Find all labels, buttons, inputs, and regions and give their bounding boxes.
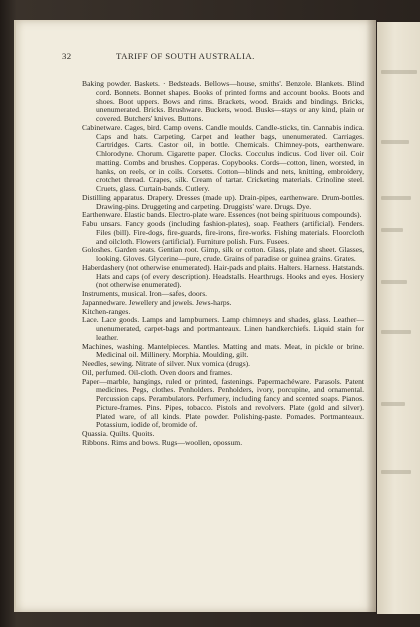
entry-e: Earthenware. Elastic bands. Electro-plate ware. Essences (not being spirituous compounds).	[82, 210, 362, 220]
entry-h: Haberdashery (not otherwise enumerated). Hair-pads and plaits. Halters. Harness. Hatstands. Hats and caps (of every description). Headstalls. Hearthrugs. Hooks and eyes. Hosiery (not otherwise enumerated).	[82, 262, 364, 290]
entry-d: Distilling apparatus. Drapery. Dresses (made up). Drain-pipes, earthenware. Drum-bottles. Drawing-pins. Druggeting and carpeting. Druggists' ware. Drugs. Dye.	[82, 192, 364, 211]
adjacent-page-text	[381, 140, 409, 144]
entry-f: Fabu unsars. Fancy goods (including fashion-plates), soap. Feathers (artificial). Fenders. Files (bill). Fire-dogs, fire-guards, fire-irons, fire-works. Fishing materials. Floorcloth and oilcloth. Flowers (artificial). Furniture polish. Furs. Fusees.	[82, 219, 364, 246]
adjacent-page-edge	[377, 22, 420, 614]
entry-q: Quassia. Quilts. Quoits.	[82, 429, 155, 438]
entry-k: Kitchen-ranges.	[82, 306, 131, 316]
entry-n: Needles, sewing. Nitrate of silver. Nux vomica (drugs).	[82, 359, 251, 368]
entry-g: Goloshes. Garden seats. Gentian root. Gimp, silk or cotton. Glass, plate and sheet. Glasses, looking. Gloves. Glycerine—pure, crude. Grains of paradise or guinea grains. Grates.	[82, 245, 364, 263]
entry-p: Paper—marble, hangings, ruled or printed, fastenings. Papermachéware. Parasols. Patent medicines. Pegs, clothes. Penholders. Penholders, ivory, porcupine, and ornamental. Percussion caps. Perambulators. Perfumery, including fancy and scented soaps. Pianos. Picture-frames. Pins. Pipes, tobacco. Pistols and revolvers. Plate (gold and silver). Plated ware, of all kinds. Plate powder. Polishing-paste. Pomades. Portmanteaux. Potassium, iodide of, bromide of.	[82, 376, 364, 430]
entry-l: Lace. Lace goods. Lamps and lampburners. Lamp chimneys and shades, glass. Leather—unenumerated, carpet-bags and portmanteaux. Linen handkerchiefs. Liquid stain for leather.	[82, 315, 364, 342]
page-title: TARIFF OF SOUTH AUSTRALIA.	[116, 51, 255, 61]
entry-b: Baking powder. Baskets. · Bedsteads. Bellows—house, smiths'. Benzole. Blankets. Blind cord. Bonnets. Bonnet shapes. Books of printed forms and account books. Boots and shoes. Boot uppers. Bows and rims. Brackets, wood. Braids and bindings. Bricks, unenumerated. Bricks. Brushware. Buckets, wood. Busks—stays or any kind, plain or covered. Butchers' knives. Buttons.	[82, 79, 364, 123]
adjacent-page-text	[381, 228, 403, 232]
entry-c: Cabinetware. Cages, bird. Camp ovens. Candle moulds. Candle-sticks, tin. Cannabis indica. Caps and hats. Carpeting. Carpet and leather bags, unenumerated. Carriages. Cartridges. Carts. Castor oil, in bottle. Chemicals. Chimney-pots, earthenware. Chlorodyne. Chorum. Cigarette paper. Clocks. Cocculus indicus. Cod liver oil. Coir matting. Combs and brushes. Copperas. Copybooks. Cords—cotton, linen, worsted, in hanks, on reels, or in coils. Corsetts. Cotton—blinds and nets, knitting, embroidery, crotchet thread. Crapes, silk. Cream of tartar. Cricketing materials. Crinoline steel. Cruets, glass. Curtain-bands. Cutlery.	[82, 122, 364, 193]
running-header	[62, 51, 354, 63]
adjacent-page-text	[381, 280, 407, 284]
entry-m: Machines, washing. Mantelpieces. Mantles. Matting and mats. Meat, in pickle or brine. Medicinal oil. Millinery. Morphia. Moulding, gilt.	[82, 341, 364, 360]
adjacent-page-text	[381, 330, 411, 334]
page-number: 32	[62, 51, 72, 61]
entry-r: Ribbons. Rims and bows. Rugs—woollen, opossum.	[82, 437, 243, 447]
entry-i: Instruments, musical. Iron—safes, doors.	[82, 289, 208, 298]
adjacent-page-text	[381, 470, 411, 474]
adjacent-page-text	[381, 402, 405, 406]
tariff-list	[82, 80, 364, 448]
entry-o: Oil, perfumed. Oil-cloth. Oven doors and frames.	[82, 367, 233, 377]
adjacent-page-text	[381, 70, 417, 74]
adjacent-page-text	[381, 196, 411, 200]
entry-j: Japannedware. Jewellery and jewels. Jews-harps.	[82, 297, 232, 307]
